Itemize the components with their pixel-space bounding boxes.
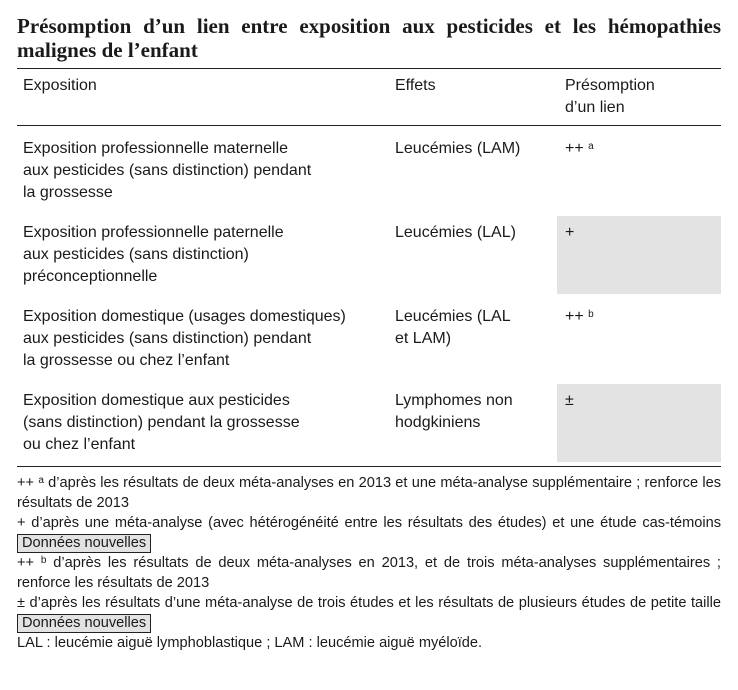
pesticides-table [17,69,721,462]
cell-presomption: ++ $^a$ [565,140,594,157]
new-data-badge: Données nouvelles [17,614,151,633]
header-presomption-line1: Présomption [565,77,655,94]
cell-presomption: + [557,216,721,294]
table-bottom-rule [17,466,721,467]
cell-presomption: ± [557,384,721,462]
cell-effets: Leucémies (LAM) [395,140,521,157]
table-title: Présomption d’un lien entre exposition aux pesticides et les hémopathies malignes de l’enfant [17,14,721,69]
cell-exposition: Exposition professionnelle maternelle aux pesticides (sans distinction) pendant la grossesse [23,140,312,201]
footnote-marker: a [588,141,594,152]
cell-effets: Leucémies (LAL) [395,224,516,241]
header-presomption [557,69,721,126]
table-row [17,132,721,210]
table-header-row [17,69,721,126]
cell-exposition: Exposition professionnelle paternelle aux pesticides (sans distinction) préconceptionnelle [23,224,284,285]
header-effets: Effets [389,69,557,126]
footnote-4: ± d’après les résultats d’une méta-analyse de trois études et les résultats de plusieurs études de petite taille Données nouvelles [17,595,721,631]
footnote-1: ++ $^a$ d’après les résultats de deux méta-analyses en 2013 et une méta-analyse supplémentaire ; renforce les résultats de 2013 [17,475,721,511]
header-presomption-line2: d’un lien [565,99,625,116]
header-exposition: Exposition [17,69,389,126]
table-row [17,384,721,462]
table-row [17,216,721,294]
cell-exposition: Exposition domestique (usages domestiques) aux pesticides (sans distinction) pendant la grossesse ou chez l’enfant [23,308,346,369]
table-row [17,300,721,378]
new-data-badge: Données nouvelles [17,534,151,553]
footnotes [17,473,721,653]
footnote-3: ++ $^b$ d’après les résultats de deux méta-analyses en 2013, et de trois méta-analyses supplémentaires ; renforce les résultats de 2013 [17,555,721,591]
cell-exposition: Exposition domestique aux pesticides (sans distinction) pendant la grossesse ou chez l’enfant [23,392,300,453]
cell-presomption: ++ $^b$ [565,308,594,325]
document-page [17,14,721,653]
footnote-2: + d’après une méta-analyse (avec hétérogénéité entre les résultats des études) et une étude cas-témoins Données nouvelles [17,515,721,551]
footnote-5: LAL : leucémie aiguë lymphoblastique ; LAM : leucémie aiguë myéloïde. [17,635,483,651]
cell-effets: Leucémies (LAL et LAM) [395,308,511,347]
cell-effets: Lymphomes non hodgkiniens [395,392,513,431]
footnote-marker: b [588,309,594,320]
